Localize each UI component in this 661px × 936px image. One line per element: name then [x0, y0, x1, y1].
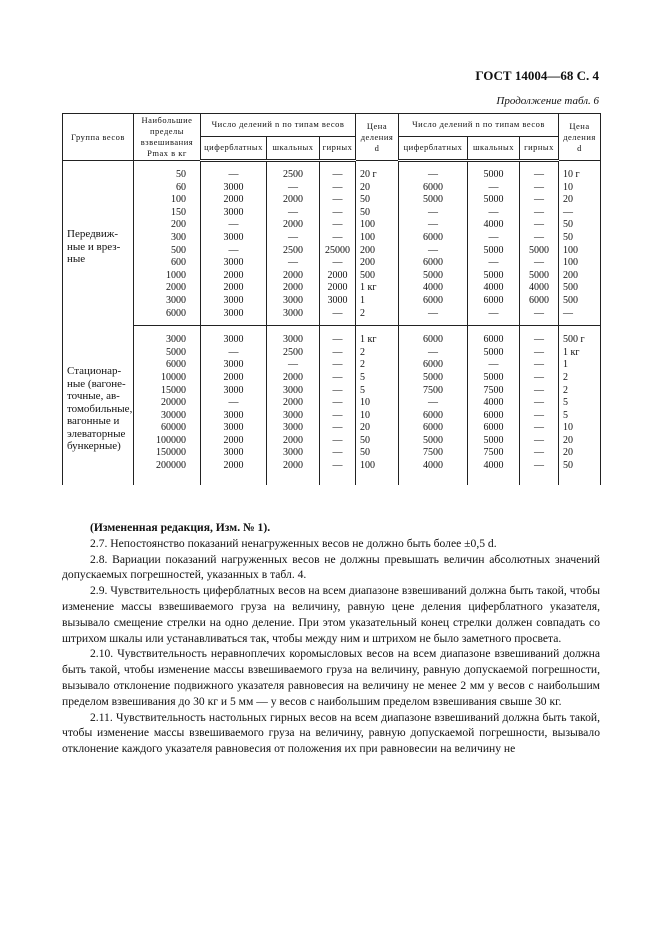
- table-row: [63, 422, 601, 435]
- cell-dial-2: 6000: [399, 257, 468, 270]
- cell-price-2: 100: [559, 245, 601, 258]
- cell-price-1: 10: [356, 397, 399, 410]
- header-dial-2: циферблатных: [399, 136, 468, 160]
- cell-price-1: 1: [356, 295, 399, 308]
- cell-dial-2: —: [399, 347, 468, 360]
- cell-price-2: 1 кг: [559, 347, 601, 360]
- cell-dial-2: —: [399, 308, 468, 326]
- cell-weight-2: —: [520, 257, 559, 270]
- table-row: [63, 295, 601, 308]
- cell-price-2: 10: [559, 422, 601, 435]
- cell-weight-2: —: [520, 232, 559, 245]
- cell-weight-2: —: [520, 397, 559, 410]
- cell-weight-2: 5000: [520, 245, 559, 258]
- cell-dial-2: 5000: [399, 435, 468, 448]
- cell-scale-1: —: [267, 232, 320, 245]
- cell-dial-1: 3000: [201, 410, 267, 423]
- cell-dial-2: 6000: [399, 410, 468, 423]
- cell-pmax: 60: [134, 182, 201, 195]
- cell-scale-2: 4000: [468, 397, 520, 410]
- cell-price-1: 100: [356, 219, 399, 232]
- cell-dial-1: 2000: [201, 194, 267, 207]
- cell-price-2: 500 г: [559, 326, 601, 347]
- cell-weight-1: —: [320, 460, 356, 485]
- header-price-2: Цена деления d: [559, 114, 601, 161]
- cell-pmax: 15000: [134, 385, 201, 398]
- cell-pmax: 3000: [134, 326, 201, 347]
- cell-scale-1: 2000: [267, 372, 320, 385]
- cell-price-2: 10 г: [559, 161, 601, 182]
- cell-pmax: 100: [134, 194, 201, 207]
- cell-price-2: 50: [559, 460, 601, 485]
- cell-scale-2: 6000: [468, 410, 520, 423]
- cell-weight-1: —: [320, 410, 356, 423]
- cell-weight-1: 25000: [320, 245, 356, 258]
- cell-weight-2: —: [520, 410, 559, 423]
- table-row: [63, 372, 601, 385]
- cell-dial-1: 3000: [201, 295, 267, 308]
- cell-dial-1: 3000: [201, 182, 267, 195]
- cell-scale-1: 2000: [267, 397, 320, 410]
- header-scale-2: шкальных: [468, 136, 520, 160]
- cell-scale-1: 3000: [267, 308, 320, 326]
- cell-scale-2: 4000: [468, 282, 520, 295]
- cell-scale-2: —: [468, 207, 520, 220]
- cell-price-1: 20: [356, 422, 399, 435]
- cell-pmax: 100000: [134, 435, 201, 448]
- cell-scale-1: 2000: [267, 282, 320, 295]
- cell-dial-1: 3000: [201, 308, 267, 326]
- cell-dial-1: 2000: [201, 282, 267, 295]
- cell-price-1: 500: [356, 270, 399, 283]
- cell-dial-2: 4000: [399, 282, 468, 295]
- cell-pmax: 20000: [134, 397, 201, 410]
- table-row: [63, 282, 601, 295]
- cell-price-2: 5: [559, 397, 601, 410]
- cell-scale-2: —: [468, 182, 520, 195]
- cell-scale-2: 5000: [468, 245, 520, 258]
- cell-scale-1: —: [267, 207, 320, 220]
- cell-dial-2: 6000: [399, 422, 468, 435]
- cell-weight-2: —: [520, 194, 559, 207]
- cell-pmax: 150000: [134, 447, 201, 460]
- cell-weight-1: —: [320, 422, 356, 435]
- cell-price-1: 1 кг: [356, 326, 399, 347]
- cell-price-2: 20: [559, 194, 601, 207]
- cell-weight-1: —: [320, 207, 356, 220]
- cell-scale-2: 5000: [468, 194, 520, 207]
- table-row: [63, 435, 601, 448]
- cell-price-2: 100: [559, 257, 601, 270]
- table-row: [63, 245, 601, 258]
- cell-dial-1: 3000: [201, 447, 267, 460]
- cell-scale-2: 5000: [468, 347, 520, 360]
- cell-scale-2: —: [468, 308, 520, 326]
- cell-price-1: 10: [356, 410, 399, 423]
- paragraph-2-9: 2.9. Чувствительность циферблатных весов на всем диапазоне взвешиваний должна быть такой, чтобы изменение массы взвешиваемого груза на величину, равную цене деления циферблатного указателя, вызывало смещение стрелки на одно деление. При этом указательный конец стрелки должен совпадать со штрихом шкалы или устанавливаться так, чтобы между ним и штрихом не было заметного просвета.: [62, 584, 600, 645]
- cell-dial-1: —: [201, 245, 267, 258]
- cell-price-1: 20: [356, 182, 399, 195]
- cell-dial-2: 6000: [399, 232, 468, 245]
- cell-scale-1: —: [267, 182, 320, 195]
- cell-dial-1: —: [201, 347, 267, 360]
- cell-weight-2: —: [520, 359, 559, 372]
- cell-weight-1: —: [320, 219, 356, 232]
- cell-pmax: 5000: [134, 347, 201, 360]
- cell-weight-2: —: [520, 460, 559, 485]
- cell-dial-2: —: [399, 219, 468, 232]
- cell-scale-2: 5000: [468, 161, 520, 182]
- cell-price-2: 10: [559, 182, 601, 195]
- table-row: [63, 232, 601, 245]
- cell-price-1: 200: [356, 257, 399, 270]
- cell-scale-2: —: [468, 257, 520, 270]
- cell-dial-2: —: [399, 245, 468, 258]
- cell-weight-2: 5000: [520, 270, 559, 283]
- table-row: [63, 385, 601, 398]
- header-divisions-1: Число делений n по типам весов: [201, 114, 356, 137]
- cell-scale-1: 2500: [267, 347, 320, 360]
- cell-dial-1: 3000: [201, 207, 267, 220]
- table-row: [63, 410, 601, 423]
- cell-dial-1: —: [201, 161, 267, 182]
- table-section-mobile: [63, 161, 601, 326]
- header-group: Группа весов: [63, 114, 134, 161]
- cell-price-2: —: [559, 207, 601, 220]
- cell-dial-2: 6000: [399, 295, 468, 308]
- cell-weight-1: —: [320, 347, 356, 360]
- cell-weight-1: —: [320, 326, 356, 347]
- cell-price-1: 50: [356, 207, 399, 220]
- table-row: [63, 207, 601, 220]
- cell-dial-1: —: [201, 397, 267, 410]
- header-weight-1: гирных: [320, 136, 356, 160]
- table-section-stationary: [63, 326, 601, 485]
- cell-weight-2: —: [520, 182, 559, 195]
- cell-dial-1: 3000: [201, 257, 267, 270]
- cell-pmax: 50: [134, 161, 201, 182]
- cell-weight-1: —: [320, 161, 356, 182]
- cell-dial-2: —: [399, 161, 468, 182]
- cell-pmax: 600: [134, 257, 201, 270]
- cell-price-2: 200: [559, 270, 601, 283]
- table-row: [63, 257, 601, 270]
- cell-scale-2: 6000: [468, 295, 520, 308]
- cell-scale-1: 3000: [267, 422, 320, 435]
- cell-scale-1: 2000: [267, 219, 320, 232]
- cell-dial-2: 6000: [399, 359, 468, 372]
- header-pmax: Наибольшие пределы взвешивания Pmax в кг: [134, 114, 201, 161]
- cell-price-2: 500: [559, 295, 601, 308]
- cell-dial-1: 2000: [201, 270, 267, 283]
- cell-dial-2: 7500: [399, 447, 468, 460]
- cell-scale-2: 6000: [468, 326, 520, 347]
- cell-scale-2: 7500: [468, 447, 520, 460]
- cell-pmax: 60000: [134, 422, 201, 435]
- cell-dial-1: 3000: [201, 385, 267, 398]
- cell-weight-1: —: [320, 194, 356, 207]
- cell-weight-2: —: [520, 385, 559, 398]
- cell-pmax: 6000: [134, 308, 201, 326]
- cell-scale-2: 5000: [468, 435, 520, 448]
- cell-weight-2: —: [520, 326, 559, 347]
- header-divisions-2: Число делений n по типам весов: [399, 114, 559, 137]
- cell-scale-2: 7500: [468, 385, 520, 398]
- cell-price-1: 50: [356, 435, 399, 448]
- cell-dial-2: 5000: [399, 194, 468, 207]
- table-row: [63, 219, 601, 232]
- cell-scale-1: —: [267, 359, 320, 372]
- cell-dial-2: 6000: [399, 326, 468, 347]
- header-scale-1: шкальных: [267, 136, 320, 160]
- table-row: [63, 460, 601, 485]
- cell-scale-1: —: [267, 257, 320, 270]
- table-row: [63, 194, 601, 207]
- cell-price-2: 20: [559, 435, 601, 448]
- cell-price-1: 200: [356, 245, 399, 258]
- cell-scale-1: 2000: [267, 435, 320, 448]
- cell-dial-1: —: [201, 219, 267, 232]
- cell-weight-2: —: [520, 347, 559, 360]
- header-price-1: Цена деления d: [356, 114, 399, 161]
- cell-dial-2: 5000: [399, 270, 468, 283]
- cell-dial-2: 6000: [399, 182, 468, 195]
- table-row: [63, 182, 601, 195]
- cell-dial-1: 2000: [201, 372, 267, 385]
- cell-pmax: 300: [134, 232, 201, 245]
- cell-pmax: 2000: [134, 282, 201, 295]
- cell-weight-2: —: [520, 447, 559, 460]
- cell-weight-1: —: [320, 447, 356, 460]
- cell-price-2: 500: [559, 282, 601, 295]
- cell-weight-2: —: [520, 161, 559, 182]
- cell-dial-2: 4000: [399, 460, 468, 485]
- cell-scale-1: 3000: [267, 385, 320, 398]
- cell-weight-2: —: [520, 207, 559, 220]
- cell-weight-1: —: [320, 359, 356, 372]
- cell-pmax: 10000: [134, 372, 201, 385]
- cell-weight-1: 3000: [320, 295, 356, 308]
- cell-price-1: 1 кг: [356, 282, 399, 295]
- cell-scale-2: 4000: [468, 219, 520, 232]
- cell-weight-2: —: [520, 219, 559, 232]
- cell-weight-1: —: [320, 308, 356, 326]
- table-row: [63, 397, 601, 410]
- cell-scale-2: 4000: [468, 460, 520, 485]
- table-row: [63, 161, 601, 182]
- group-label: Передвиж-ные и врез-ные: [63, 161, 134, 326]
- cell-price-1: 2: [356, 359, 399, 372]
- cell-scale-1: 3000: [267, 326, 320, 347]
- cell-price-1: 2: [356, 347, 399, 360]
- cell-price-1: 5: [356, 372, 399, 385]
- paragraph-2-8: 2.8. Вариации показаний нагруженных весов не должны превышать величин абсолютных значений допускаемых погрешностей, указанных в табл. 4.: [62, 552, 600, 582]
- cell-scale-2: 5000: [468, 270, 520, 283]
- cell-dial-1: 3000: [201, 422, 267, 435]
- cell-price-2: —: [559, 308, 601, 326]
- cell-dial-1: 3000: [201, 232, 267, 245]
- cell-weight-2: —: [520, 308, 559, 326]
- cell-scale-1: 3000: [267, 447, 320, 460]
- cell-price-2: 50: [559, 232, 601, 245]
- cell-scale-1: 2000: [267, 270, 320, 283]
- cell-weight-2: —: [520, 372, 559, 385]
- table-continuation-label: Продолжение табл. 6: [496, 95, 599, 107]
- paragraph-2-7: 2.7. Непостоянство показаний ненагруженных весов не должно быть более ±0,5 d.: [90, 536, 497, 550]
- cell-dial-2: —: [399, 397, 468, 410]
- cell-pmax: 200000: [134, 460, 201, 485]
- cell-weight-1: —: [320, 385, 356, 398]
- cell-price-2: 50: [559, 219, 601, 232]
- cell-dial-1: 2000: [201, 435, 267, 448]
- cell-pmax: 500: [134, 245, 201, 258]
- cell-scale-1: 2000: [267, 460, 320, 485]
- cell-dial-1: 3000: [201, 326, 267, 347]
- table-row: [63, 359, 601, 372]
- cell-price-1: 50: [356, 194, 399, 207]
- cell-scale-2: —: [468, 232, 520, 245]
- cell-weight-2: —: [520, 435, 559, 448]
- cell-scale-1: 2000: [267, 194, 320, 207]
- cell-weight-1: —: [320, 232, 356, 245]
- cell-weight-2: 6000: [520, 295, 559, 308]
- cell-price-1: 50: [356, 447, 399, 460]
- cell-weight-1: —: [320, 182, 356, 195]
- cell-weight-1: —: [320, 397, 356, 410]
- cell-scale-1: 2500: [267, 245, 320, 258]
- cell-scale-2: 6000: [468, 422, 520, 435]
- weights-table: [62, 113, 601, 485]
- cell-dial-2: 7500: [399, 385, 468, 398]
- cell-weight-1: —: [320, 435, 356, 448]
- body-text: [62, 520, 600, 757]
- table-row: [63, 326, 601, 347]
- cell-pmax: 30000: [134, 410, 201, 423]
- cell-weight-1: —: [320, 372, 356, 385]
- header-weight-2: гирных: [520, 136, 559, 160]
- table-row: [63, 347, 601, 360]
- document-header: ГОСТ 14004—68 С. 4: [475, 68, 599, 83]
- cell-dial-2: 5000: [399, 372, 468, 385]
- cell-dial-1: 3000: [201, 359, 267, 372]
- cell-weight-1: 2000: [320, 282, 356, 295]
- cell-weight-1: 2000: [320, 270, 356, 283]
- cell-dial-1: 2000: [201, 460, 267, 485]
- table-row: [63, 447, 601, 460]
- cell-price-1: 20 г: [356, 161, 399, 182]
- cell-scale-2: 5000: [468, 372, 520, 385]
- paragraph-2-10: 2.10. Чувствительность неравноплечих коромысловых весов на всем диапазоне взвешиваний должна быть такой, чтобы изменение массы взвешиваемого груза на величину, равную допускаемой погрешности, вызывало отклонение подвижного указателя равновесия на величину не менее 2 мм у весов с наибольшим пределом взвешивания до 30 кг и 5 мм — у весов с наибольшим пределом взвешивания свыше 30 кг.: [62, 647, 600, 708]
- amendment-note: (Измененная редакция, Изм. № 1).: [90, 521, 271, 534]
- cell-scale-1: 2500: [267, 161, 320, 182]
- cell-pmax: 1000: [134, 270, 201, 283]
- cell-pmax: 3000: [134, 295, 201, 308]
- cell-dial-2: —: [399, 207, 468, 220]
- group-label: Стационар-ные (вагоне-точные, ав-томобильные, вагонные и элеваторные бункерные): [63, 326, 134, 485]
- table-row: [63, 308, 601, 326]
- cell-price-2: 20: [559, 447, 601, 460]
- cell-pmax: 200: [134, 219, 201, 232]
- cell-price-1: 100: [356, 460, 399, 485]
- table-row: [63, 270, 601, 283]
- cell-weight-2: 4000: [520, 282, 559, 295]
- cell-price-2: 1: [559, 359, 601, 372]
- header-dial-1: циферблатных: [201, 136, 267, 160]
- cell-price-1: 2: [356, 308, 399, 326]
- cell-scale-1: 3000: [267, 410, 320, 423]
- cell-scale-1: 3000: [267, 295, 320, 308]
- cell-weight-1: —: [320, 257, 356, 270]
- paragraph-2-11: 2.11. Чувствительность настольных гирных весов на всем диапазоне взвешиваний должна быть такой, чтобы изменение массы взвешиваемого груза на величину, равную допускаемой погрешности, вызывало отклонение каждого указателя равновесия от положения их при равновесии на величину не: [62, 710, 600, 756]
- cell-price-1: 100: [356, 232, 399, 245]
- cell-weight-2: —: [520, 422, 559, 435]
- cell-price-2: 2: [559, 385, 601, 398]
- cell-scale-2: —: [468, 359, 520, 372]
- cell-price-2: 2: [559, 372, 601, 385]
- cell-pmax: 150: [134, 207, 201, 220]
- cell-price-1: 5: [356, 385, 399, 398]
- cell-price-2: 5: [559, 410, 601, 423]
- cell-pmax: 6000: [134, 359, 201, 372]
